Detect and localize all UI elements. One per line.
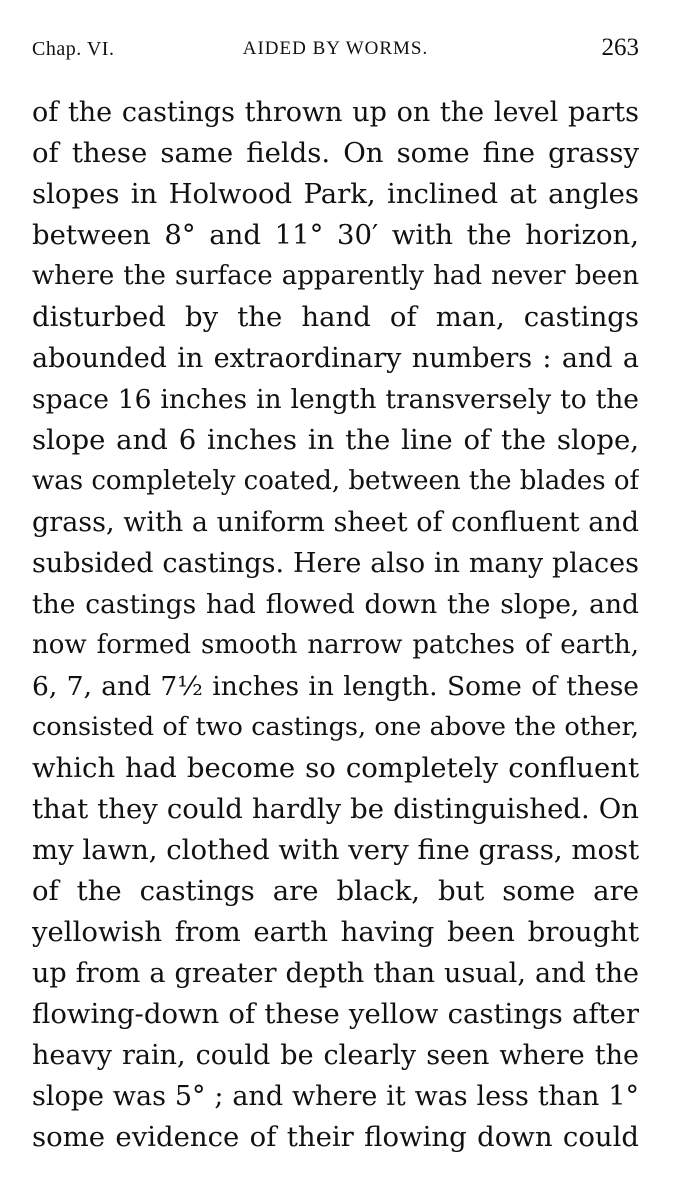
text-line: grass, with a uniform sheet of confluent and xyxy=(32,507,639,538)
text-line: the castings had flowed down the slope, and xyxy=(32,589,639,620)
text-line: of these same fields. On some fine grassy xyxy=(32,137,639,169)
text-line: now formed smooth narrow patches of earth, xyxy=(32,630,639,660)
text-line: consisted of two castings, one above the other, xyxy=(32,712,639,742)
page-number: 263 xyxy=(601,34,639,61)
chapter-label: Chap. VI. xyxy=(32,38,115,60)
text-line: slope was 5° ; and where it was less than 1° xyxy=(32,1081,639,1112)
text-line: where the surface apparently had never been xyxy=(32,261,639,291)
text-line: space 16 inches in length transversely to the xyxy=(32,384,639,415)
text-line: of the castings thrown up on the level parts xyxy=(32,97,639,128)
text-line: some evidence of their flowing down could xyxy=(32,1121,639,1153)
text-line: yellowish from earth having been brought xyxy=(32,916,639,948)
text-line: abounded in extraordinary numbers : and a xyxy=(32,343,639,374)
text-line: slopes in Holwood Park, inclined at angles xyxy=(32,178,639,210)
text-line: up from a greater depth than usual, and the xyxy=(32,958,639,989)
text-line: disturbed by the hand of man, castings xyxy=(32,301,639,333)
text-line: heavy rain, could be clearly seen where the xyxy=(32,1040,639,1071)
text-line: which had become so completely confluent xyxy=(32,752,639,784)
text-line: that they could hardly be distinguished. On xyxy=(32,793,639,825)
text-line: was completely coated, between the blades of xyxy=(32,466,639,496)
running-head xyxy=(32,34,639,68)
text-line: slope and 6 inches in the line of the slope, xyxy=(32,424,639,456)
text-line: subsided castings. Here also in many places xyxy=(32,548,639,579)
running-title: AIDED BY WORMS. xyxy=(242,38,429,59)
text-line: my lawn, clothed with very fine grass, most xyxy=(32,834,639,866)
body-text xyxy=(32,92,639,1158)
text-line: of the castings are black, but some are xyxy=(32,875,639,907)
text-line: 6, 7, and 7½ inches in length. Some of these xyxy=(32,671,639,702)
text-line: flowing-down of these yellow castings after xyxy=(32,998,639,1030)
text-line: between 8° and 11° 30′ with the horizon, xyxy=(32,219,639,251)
